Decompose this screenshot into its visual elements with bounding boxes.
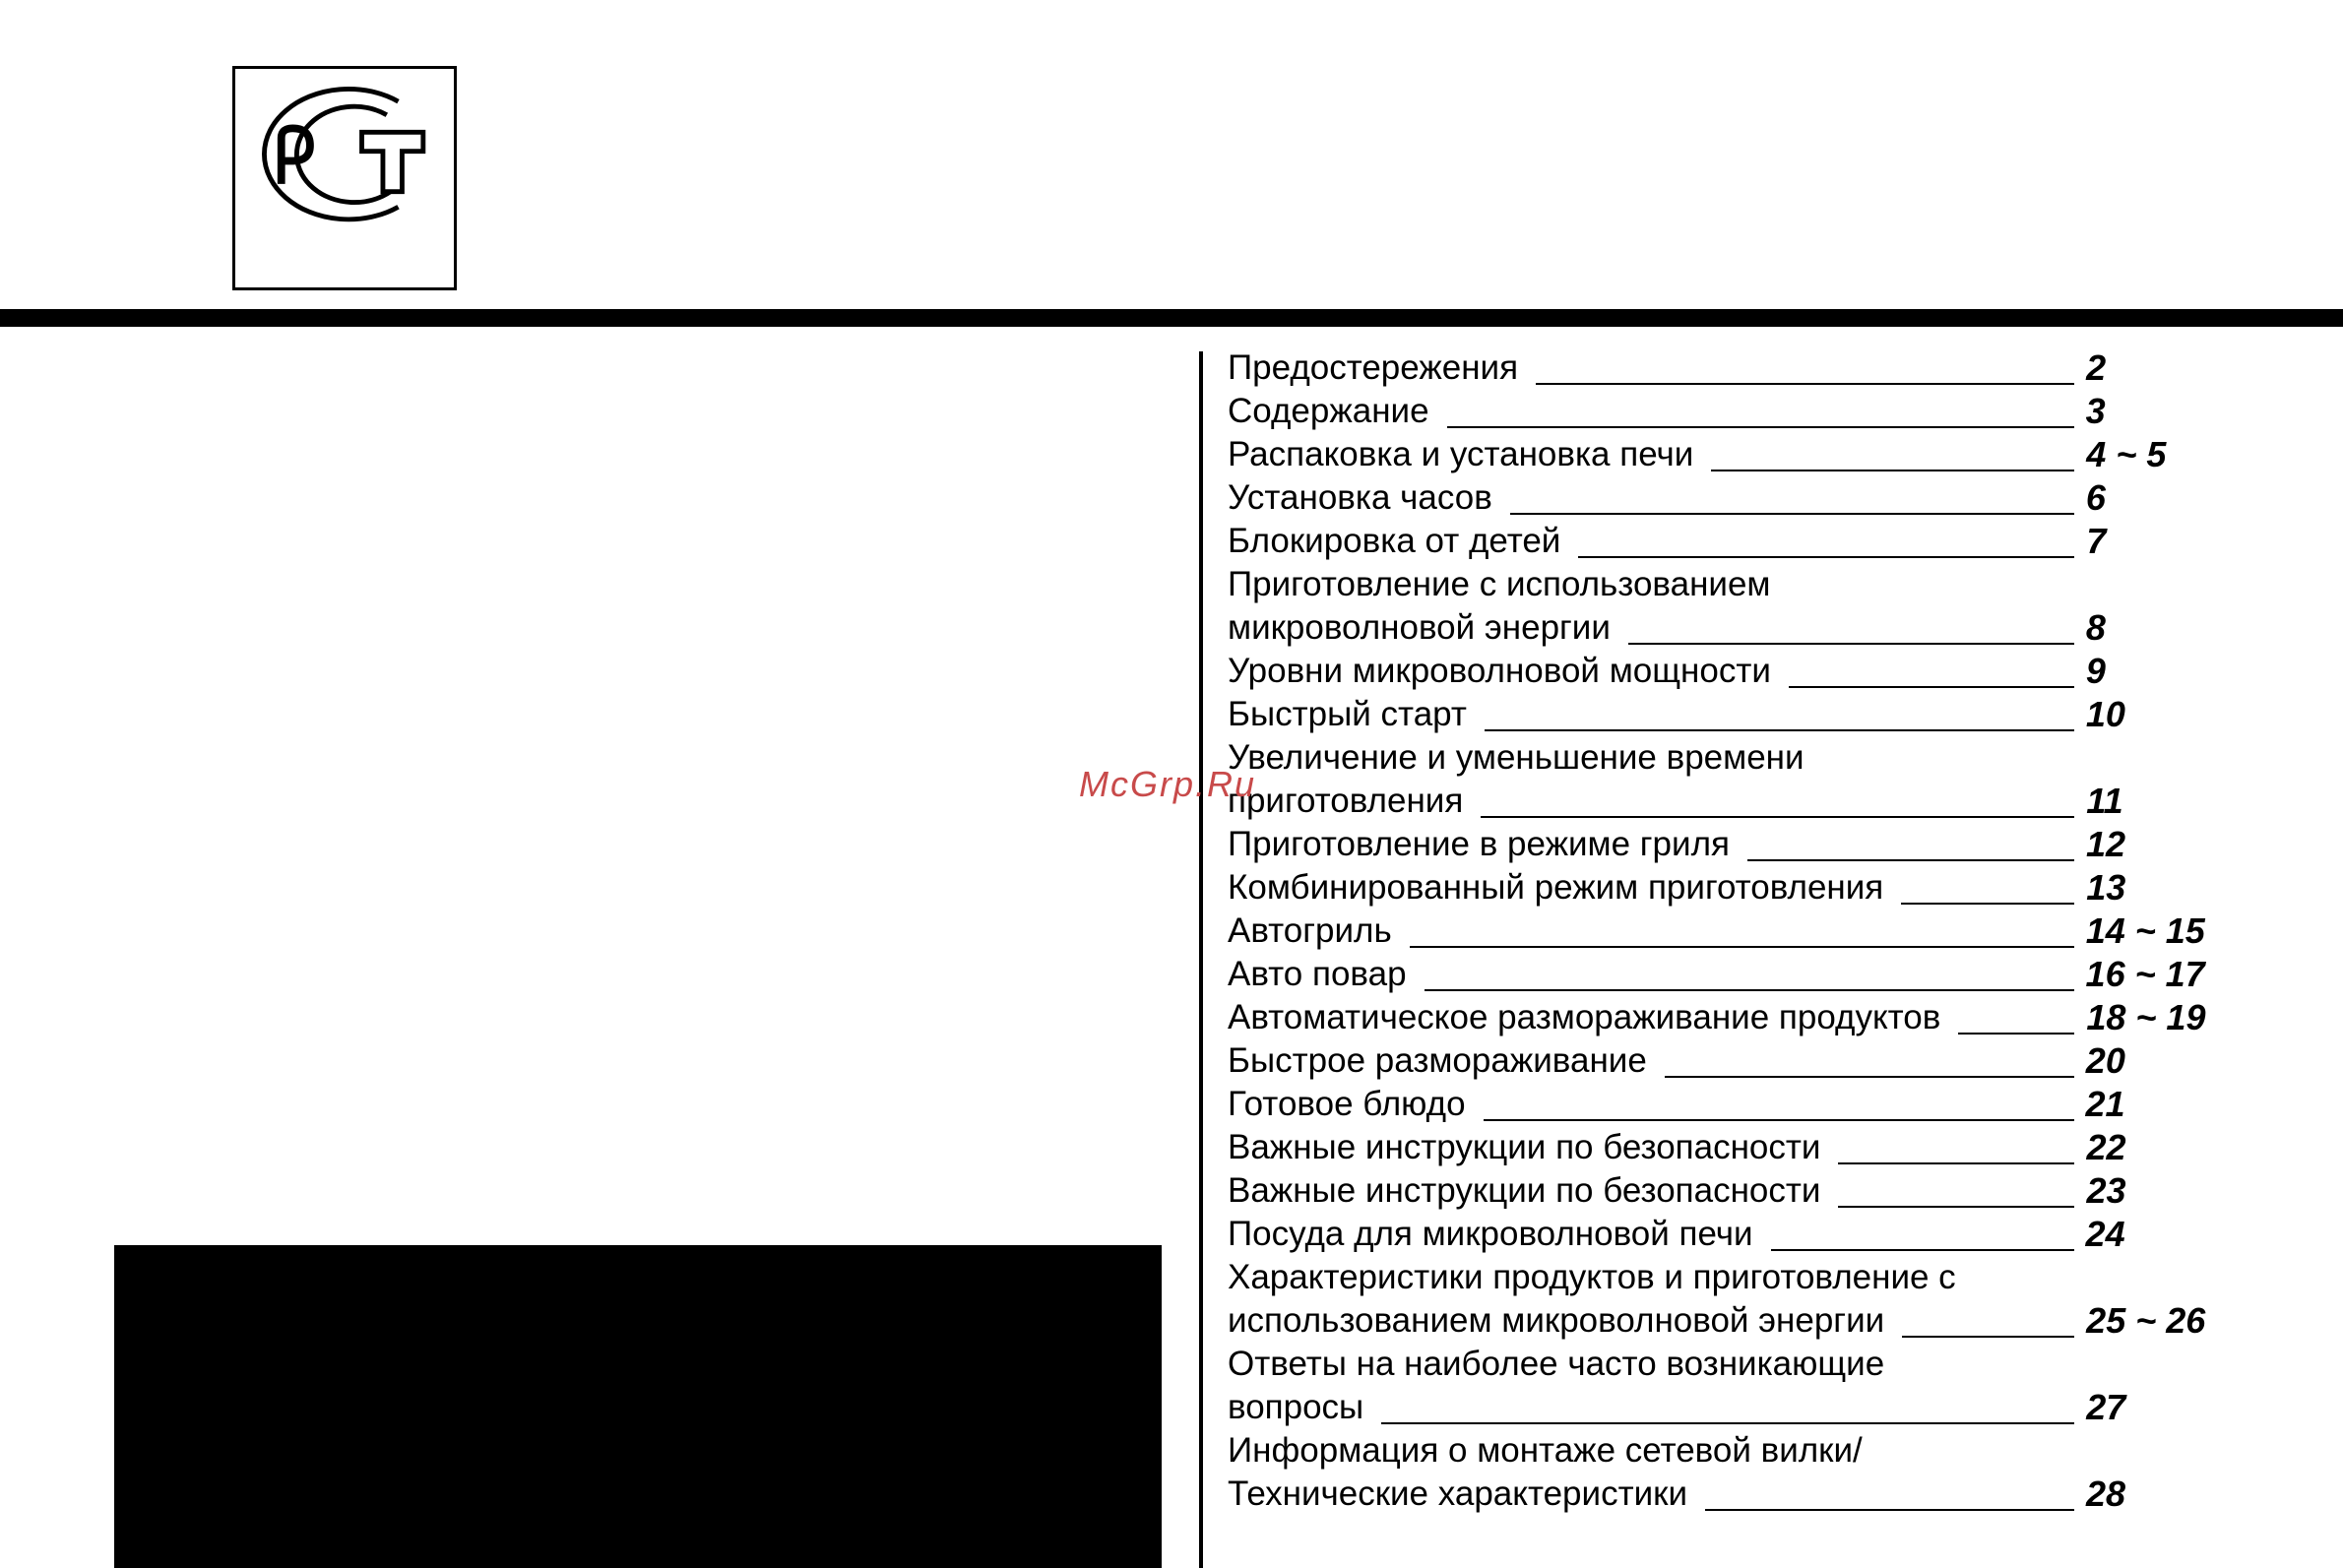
toc-row (1228, 563, 2330, 606)
toc-leader-line (1484, 1087, 2074, 1121)
toc-entry-title: Комбинированный режим приготовления (1228, 868, 1884, 907)
toc-leader-line (1789, 654, 2074, 688)
toc-page-number: 13 (2086, 867, 2126, 908)
toc-entry-title: Приготовление с использованием (1228, 565, 1771, 603)
toc-page-number: 7 (2086, 521, 2107, 561)
toc-entry-title: Ответы на наиболее часто возникающие (1228, 1345, 1885, 1383)
toc-leader-line (1481, 784, 2074, 818)
toc-row (1228, 476, 2330, 520)
toc-leader-line (1410, 913, 2074, 948)
toc-row (1228, 390, 2330, 433)
toc-page-number: 20 (2085, 1040, 2125, 1081)
toc-page-number: 27 (2086, 1387, 2126, 1427)
rst-certification-mark-icon (235, 69, 454, 287)
toc-page-number: 14 ~ 15 (2085, 910, 2205, 951)
toc-row (1228, 1429, 2330, 1473)
watermark: McGrp.Ru (1079, 764, 1257, 804)
toc-row (1228, 866, 2330, 909)
toc-entry-title: Распаковка и установка печи (1228, 435, 1694, 473)
header-rule (0, 309, 2343, 327)
toc-row (1228, 953, 2330, 996)
toc-entry-title: Быстрый старт (1228, 695, 1467, 733)
toc-leader-line (1711, 437, 2074, 471)
toc-entry-title: Установка часов (1228, 478, 1492, 517)
toc-entry-title: использованием микроволновой энергии (1228, 1301, 1885, 1340)
toc-row (1228, 1083, 2330, 1126)
toc-page-number: 3 (2085, 391, 2106, 431)
toc-entry-title: Характеристики продуктов и приготовление с (1228, 1258, 1956, 1296)
toc-row (1228, 693, 2330, 736)
toc-page-number: 9 (2085, 651, 2106, 691)
toc-entry-title: Уровни микроволновой мощности (1228, 652, 1771, 690)
toc-entry-title: Автогриль (1228, 911, 1392, 950)
toc-entry-title: Посуда для микроволновой печи (1228, 1215, 1753, 1253)
toc-row (1228, 1386, 2330, 1429)
toc-page-number: 10 (2085, 694, 2125, 734)
toc-leader-line (1771, 1217, 2074, 1251)
toc-page-number: 23 (2086, 1170, 2126, 1211)
toc-leader-line (1902, 1303, 2074, 1338)
toc-entry-title: Автоматическое размораживание продуктов (1228, 998, 1941, 1036)
toc-row (1228, 650, 2330, 693)
toc-entry-title: Блокировка от детей (1228, 522, 1561, 560)
toc-leader-line (1536, 350, 2074, 385)
toc-page-number: 21 (2085, 1084, 2125, 1124)
toc-entry-title: Информация о монтаже сетевой вилки/ (1228, 1431, 1863, 1470)
toc-entry-title: Увеличение и уменьшение времени (1228, 738, 1805, 777)
toc-leader-line (1425, 957, 2074, 991)
toc-page-number: 6 (2085, 477, 2106, 518)
toc-page-number: 11 (2086, 781, 2123, 821)
toc-leader-line (1958, 1000, 2074, 1035)
toc-row (1228, 780, 2330, 823)
toc-page-number: 28 (2086, 1474, 2126, 1514)
toc-row (1228, 433, 2330, 476)
toc-page-number: 12 (2085, 824, 2125, 864)
toc-entry-title: Важные инструкции по безопасности (1228, 1128, 1821, 1166)
toc-entry-title: Содержание (1228, 392, 1429, 430)
toc-row (1228, 346, 2330, 390)
toc-row (1228, 1256, 2330, 1299)
toc-row (1228, 1213, 2330, 1256)
toc-page-number: 8 (2085, 607, 2106, 648)
toc-row (1228, 1169, 2330, 1213)
toc-page-number: 4 ~ 5 (2086, 434, 2167, 474)
toc-page-number: 25 ~ 26 (2086, 1300, 2206, 1341)
toc-entry-title: Технические характеристики (1228, 1474, 1688, 1513)
rst-certification-logo (232, 66, 457, 290)
toc-leader-line (1665, 1043, 2074, 1078)
toc-leader-line (1485, 697, 2074, 731)
toc-entry-title: приготовления (1228, 782, 1464, 820)
toc-leader-line (1838, 1130, 2074, 1164)
toc-entry-title: микроволновой энергии (1228, 608, 1611, 647)
toc-entry-title: Авто повар (1228, 955, 1407, 993)
toc-leader-line (1578, 524, 2074, 558)
toc-page-number: 2 (2086, 347, 2107, 388)
toc-row (1228, 1343, 2330, 1386)
toc-leader-line (1901, 870, 2074, 905)
toc-row (1228, 1299, 2330, 1343)
toc-leader-line (1705, 1476, 2074, 1511)
table-of-contents (1228, 346, 2330, 1516)
toc-row (1228, 996, 2330, 1039)
toc-leader-line (1838, 1173, 2074, 1208)
toc-leader-line (1381, 1390, 2074, 1424)
toc-entry-title: Важные инструкции по безопасности (1228, 1171, 1821, 1210)
toc-row (1228, 823, 2330, 866)
toc-leader-line (1747, 827, 2074, 861)
toc-leader-line (1447, 394, 2074, 428)
toc-entry-title: вопросы (1228, 1388, 1364, 1426)
toc-page-number: 16 ~ 17 (2085, 954, 2205, 994)
toc-entry-title: Готовое блюдо (1228, 1085, 1466, 1123)
toc-entry-title: Приготовление в режиме гриля (1228, 825, 1730, 863)
toc-page-number: 24 (2085, 1214, 2125, 1254)
toc-entry-title: Быстрое размораживание (1228, 1041, 1647, 1080)
toc-entry-title: Предостережения (1228, 348, 1519, 387)
toc-row (1228, 909, 2330, 953)
toc-leader-line (1628, 610, 2074, 645)
column-divider (1199, 351, 1203, 1568)
toc-row (1228, 736, 2330, 780)
toc-row (1228, 1126, 2330, 1169)
toc-row (1228, 520, 2330, 563)
toc-leader-line (1510, 480, 2074, 515)
toc-row (1228, 1473, 2330, 1516)
toc-row (1228, 606, 2330, 650)
toc-row (1228, 1039, 2330, 1083)
toc-page-number: 22 (2086, 1127, 2126, 1167)
black-panel (114, 1245, 1162, 1568)
toc-page-number: 18 ~ 19 (2086, 997, 2206, 1037)
